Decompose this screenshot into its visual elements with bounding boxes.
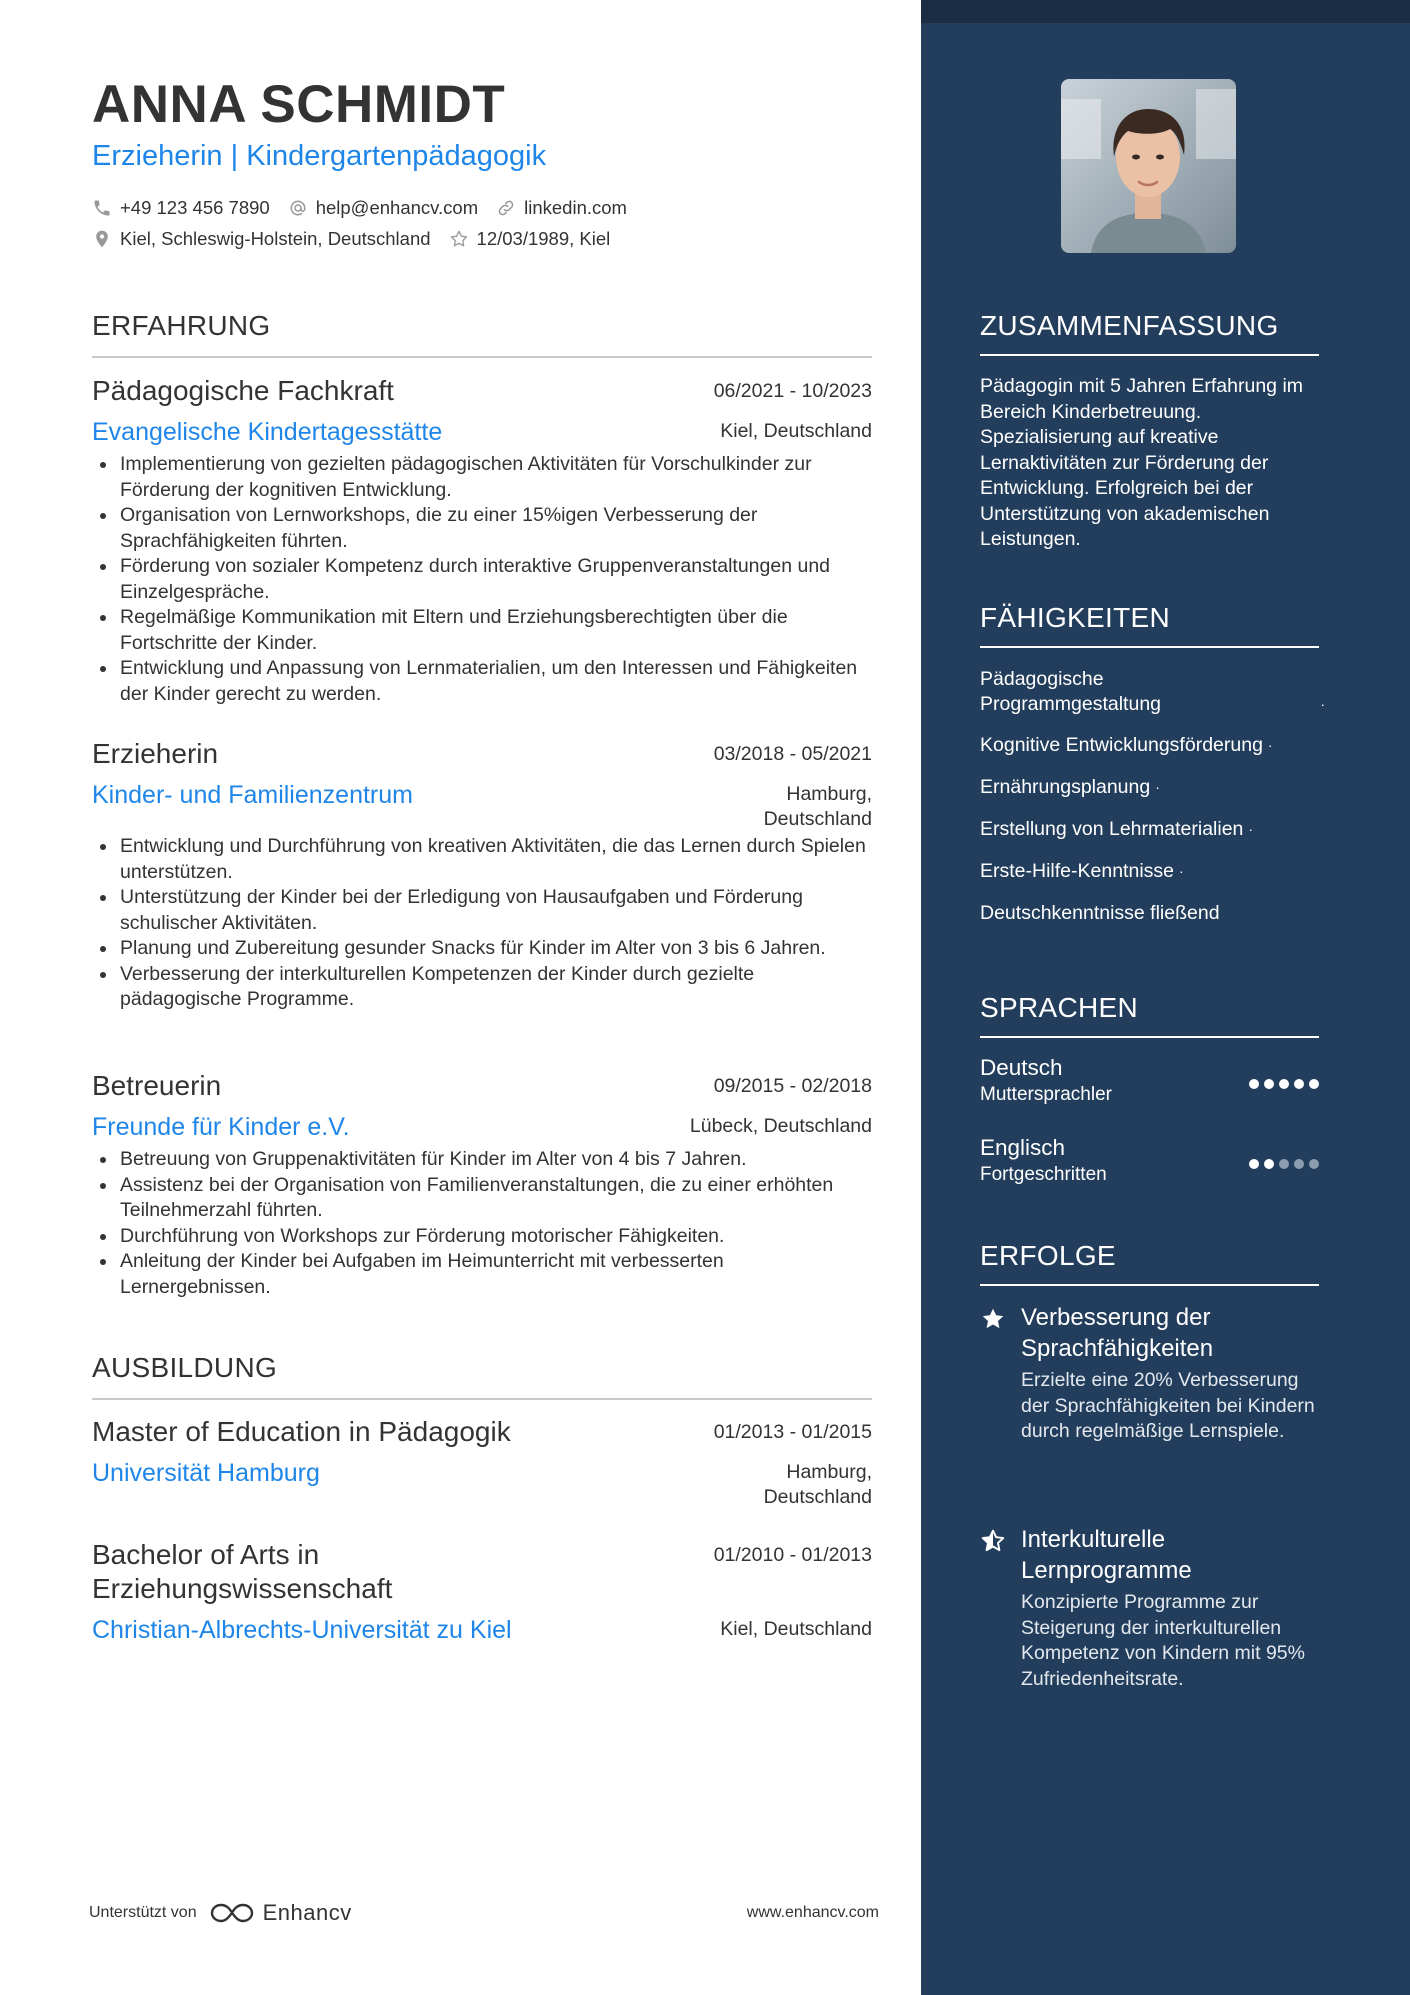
job-bullets: [92, 1147, 872, 1300]
language-name: Deutsch: [980, 1055, 1063, 1080]
phone-text: +49 123 456 7890: [120, 196, 270, 218]
skill-item: [980, 901, 1220, 926]
job-title: Pädagogische Fachkraft: [92, 375, 394, 406]
rating-dot-empty: [1294, 1159, 1304, 1169]
skill-separator: ·: [1155, 779, 1160, 795]
language-item: [980, 1054, 1319, 1107]
skill-label: Ernährungsplanung: [980, 776, 1151, 798]
language-item: [980, 1134, 1319, 1187]
school-name: Universität Hamburg: [92, 1459, 320, 1487]
rating-dot-empty: [1279, 1159, 1289, 1169]
powered-by-label: Unterstützt von: [89, 1904, 197, 1921]
job-dates: 06/2021 - 10/2023: [713, 380, 872, 402]
education-entry: [92, 1415, 872, 1510]
phone-icon: [92, 198, 112, 218]
rating-dot-filled: [1249, 1159, 1259, 1169]
achievement-title: Interkulturelle Lernprogramme: [1021, 1526, 1192, 1584]
skill-separator: ·: [1248, 821, 1254, 837]
link-icon: [496, 198, 516, 218]
job-company: Kinder- und Familienzentrum: [92, 781, 413, 809]
education-dates: 01/2010 - 01/2013: [713, 1544, 872, 1566]
job-location: Lübeck, Deutschland: [689, 1115, 872, 1137]
skill-label: Deutschkenntnisse fließend: [980, 902, 1220, 924]
rating-dot-filled: [1294, 1079, 1304, 1089]
skill-item: [980, 859, 1184, 884]
degree-title: Master of Education in Pädagogik: [92, 1416, 511, 1447]
bullet-item: Regelmäßige Kommunikation mit Eltern und Erziehungsberechtigten über die Fortschritte der Kinder.: [92, 605, 872, 656]
rating-dot-filled: [1264, 1079, 1274, 1089]
skill-item: [980, 775, 1160, 800]
star-outline-icon: [449, 229, 469, 249]
job-bullets: [92, 834, 872, 1013]
bullet-item: Organisation von Lernworkshops, die zu einer 15%igen Verbesserung der Sprachfähigkeiten führten.: [92, 503, 872, 554]
enhancv-brand: Enhancv: [262, 1900, 352, 1925]
experience-entry: [92, 1069, 872, 1300]
sidebar: [921, 0, 1410, 1995]
degree-title: Bachelor of Arts in Erziehungswissenschaft: [92, 1539, 393, 1604]
birth-text: 12/03/1989, Kiel: [476, 227, 611, 249]
candidate-name: ANNA SCHMIDT: [92, 75, 506, 134]
bullet-item: Durchführung von Workshops zur Förderung motorischer Fähigkeiten.: [92, 1224, 872, 1250]
skill-label: Kognitive Entwicklungsförderung: [980, 734, 1263, 756]
rating-dot-filled: [1249, 1079, 1259, 1089]
school-name: Christian-Albrechts-Universität zu Kiel: [92, 1616, 512, 1644]
language-rating: [1249, 1073, 1319, 1089]
summary-section-title: ZUSAMMENFASSUNG: [980, 310, 1319, 356]
profile-photo: [1061, 79, 1236, 253]
job-dates: 03/2018 - 05/2021: [713, 743, 872, 765]
skill-label: Erstellung von Lehrmaterialien: [980, 818, 1244, 840]
bullet-item: Verbesserung der interkulturellen Kompetenzen der Kinder durch gezielte pädagogische Programme.: [92, 962, 872, 1013]
education-entry: [92, 1538, 872, 1648]
experience-entry: [92, 374, 872, 707]
experience-entry: [92, 737, 872, 1013]
bullet-item: Anleitung der Kinder bei Aufgaben im Heimunterricht mit verbesserten Lernergebnissen.: [92, 1249, 872, 1300]
summary-text: Pädagogin mit 5 Jahren Erfahrung im Bereich Kinderbetreuung. Spezialisierung auf kreative Lernaktivitäten zur Förderung der Entwicklung. Erfolgreich bei der Unterstützung von akademischen Leistungen.: [980, 375, 1304, 550]
education-dates: 01/2013 - 01/2015: [713, 1421, 872, 1443]
star-half-icon: [980, 1528, 1006, 1554]
bullet-item: Planung und Zubereitung gesunder Snacks für Kinder im Alter von 3 bis 6 Jahren.: [92, 936, 872, 962]
star-icon: [980, 1306, 1006, 1332]
enhancv-logo-icon: [209, 1901, 255, 1925]
bullet-item: Unterstützung der Kinder bei der Erledigung von Hausaufgaben und Förderung schulischer Aktivitäten.: [92, 885, 872, 936]
location-text: Kiel, Schleswig-Holstein, Deutschland: [120, 227, 431, 249]
birth-info: [449, 228, 611, 250]
job-company: Evangelische Kindertagesstätte: [92, 418, 443, 446]
candidate-headline: Erzieherin | Kindergartenpädagogik: [92, 140, 547, 172]
skill-label: Pädagogische Programmgestaltung: [980, 668, 1162, 715]
powered-by[interactable]: [89, 1900, 352, 1926]
at-icon: [288, 198, 308, 218]
bullet-item: Assistenz bei der Organisation von Familienveranstaltungen, die zu einer erhöhten Teilnehmerzahl führten.: [92, 1173, 872, 1224]
job-title: Betreuerin: [92, 1070, 222, 1101]
achievements-section-title: ERFOLGE: [980, 1240, 1319, 1286]
skill-separator: ·: [1267, 737, 1273, 753]
education-section-title: AUSBILDUNG: [92, 1352, 872, 1400]
job-company: Freunde für Kinder e.V.: [92, 1113, 350, 1141]
school-location: Kiel, Deutschland: [720, 1618, 872, 1640]
bullet-item: Entwicklung und Durchführung von kreativen Aktivitäten, die das Lernen durch Spielen unterstützen.: [92, 834, 872, 885]
job-dates: 09/2015 - 02/2018: [713, 1075, 872, 1097]
skill-separator: ·: [1179, 863, 1184, 879]
achievement-item: [980, 1302, 1325, 1445]
achievement-item: [980, 1524, 1325, 1692]
rating-dot-filled: [1279, 1079, 1289, 1089]
sidebar-top-bar: [921, 0, 1410, 23]
rating-dot-filled: [1309, 1079, 1319, 1089]
languages-section-title: SPRACHEN: [980, 992, 1319, 1038]
skill-item: [980, 817, 1253, 842]
bullet-item: Förderung von sozialer Kompetenz durch interaktive Gruppenveranstaltungen und Einzelgespräche.: [92, 554, 872, 605]
bullet-item: Entwicklung und Anpassung von Lernmaterialien, um den Interessen und Fähigkeiten der Kinder gerecht zu werden.: [92, 656, 872, 707]
phone-contact[interactable]: [92, 197, 270, 219]
location-contact: [92, 228, 431, 250]
skill-item: [980, 667, 1325, 717]
rating-dot-empty: [1309, 1159, 1319, 1169]
skill-item: [980, 733, 1273, 758]
school-location: Hamburg, Deutschland: [763, 1461, 872, 1508]
language-level: Muttersprachler: [980, 1084, 1112, 1105]
footer: [89, 1900, 879, 1926]
linkedin-contact[interactable]: [496, 197, 627, 219]
language-rating: [1249, 1153, 1319, 1169]
job-bullets: [92, 452, 872, 707]
skill-separator: ·: [1320, 696, 1325, 712]
skills-section-title: FÄHIGKEITEN: [980, 602, 1319, 648]
rating-dot-filled: [1264, 1159, 1274, 1169]
linkedin-text: linkedin.com: [524, 196, 627, 218]
job-title: Erzieherin: [92, 738, 219, 769]
location-pin-icon: [92, 229, 112, 249]
enhancv-logo[interactable]: [209, 1900, 352, 1926]
language-name: Englisch: [980, 1135, 1066, 1160]
job-location: Hamburg, Deutschland: [763, 783, 872, 830]
bullet-item: Implementierung von gezielten pädagogischen Aktivitäten für Vorschulkinder zur Förderung der kognitiven Entwicklung.: [92, 452, 872, 503]
footer-url[interactable]: www.enhancv.com: [746, 1904, 879, 1921]
achievement-title: Verbesserung der Sprachfähigkeiten: [1021, 1304, 1214, 1362]
email-contact[interactable]: [288, 197, 478, 219]
email-text: help@enhancv.com: [315, 196, 479, 218]
achievement-text: Erzielte eine 20% Verbesserung der Sprachfähigkeiten bei Kindern durch regelmäßige Lernspiele.: [1021, 1369, 1315, 1442]
contact-info: [92, 192, 872, 254]
language-level: Fortgeschritten: [980, 1164, 1107, 1185]
experience-section-title: ERFAHRUNG: [92, 310, 872, 358]
skill-label: Erste-Hilfe-Kenntnisse: [980, 860, 1174, 882]
bullet-item: Betreuung von Gruppenaktivitäten für Kinder im Alter von 4 bis 7 Jahren.: [92, 1147, 872, 1173]
job-location: Kiel, Deutschland: [720, 420, 872, 442]
achievement-text: Konzipierte Programme zur Steigerung der interkulturellen Kompetenz von Kindern mit 95% Zufriedenheitsrate.: [1021, 1591, 1305, 1690]
